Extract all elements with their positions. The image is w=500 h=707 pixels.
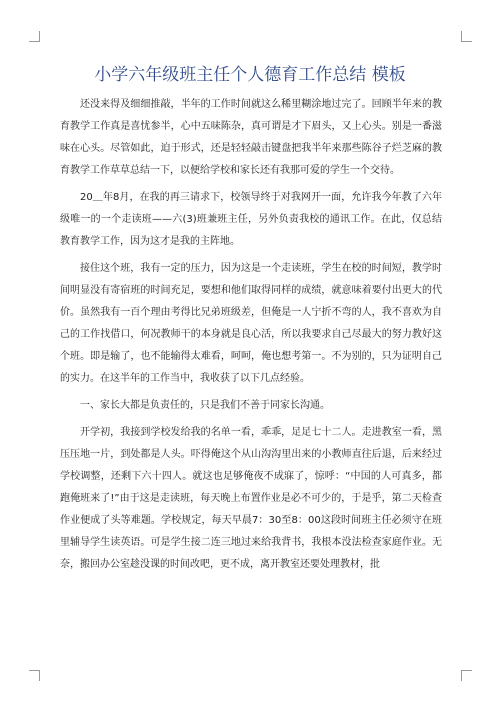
page-corner-mark-bottom-left bbox=[29, 670, 40, 681]
document-body bbox=[60, 94, 442, 576]
paragraph-start-of-term: 开学初，我接到学校发给我的名单一看，乖乖，足足七十二人。走进教室一看，黑压压地一片，到处都是人头。吓得俺这个从山沟沟里出来的小教师直往后退，后来经过学校调整，还剩下六十四人。就这也足够俺夜不成寐了，惊呼：“中国的人可真多，都跑俺班来了!”由于这是走读班，每天晚上布置作业是必不可少的，于是乎，第二天检查作业便成了头等难题。学校规定，每天早晨7：30至8：00这段时间班主任必须守在班里辅导学生读英语。可是学生接二连三地过来给我背书，我根本没法检查家庭作业。无奈，搬回办公室趁没课的时间改吧，更不成，离开教室还要处理教材，批 bbox=[60, 427, 442, 570]
section-heading-parents: 一、家长大都是负责任的，只是我们不善于同家长沟通。 bbox=[80, 400, 330, 411]
page-corner-mark-top-right bbox=[461, 31, 472, 42]
paragraph-assignment: 20＿年8月，在我的再三请求下，校领导终于对我网开一面，允许我今年教了六年级唯一的一个走读班——六(3)班兼班主任，另外负责我校的通讯工作。在此，仅总结教育教学工作，因为这才是我的主阵地。 bbox=[60, 192, 442, 247]
page-corner-mark-top-left bbox=[29, 31, 40, 42]
paragraph-pressure: 接住这个班，我有一定的压力，因为这是一个走读班，学生在校的时间短，教学时间明显没有寄宿班的时间充足，要想和他们取得同样的成绩，就意味着要付出更大的代价。虽然我有一百个理由考得比兄弟班级差，但俺是一人宁折不弯的人，我不喜欢为自己的工作找借口，何况教师干的本身就是良心活，所以我要求自己尽最大的努力教好这个班。即是输了，也不能输得太难看，呵呵，俺也想考第一。不为别的，只为证明自己的实力。在这半年的工作当中，我收获了以下几点经验。 bbox=[60, 263, 442, 384]
page-corner-mark-bottom-right bbox=[461, 670, 472, 681]
document-title: 小学六年级班主任个人德育工作总结 模板 bbox=[94, 65, 406, 85]
paragraph-intro: 还没来得及细细推敲，半年的工作时间就这么稀里糊涂地过完了。回顾半年来的教育教学工作真是喜忧参半，心中五味陈杂，真可谓是才下眉头，又上心头。别是一番滋味在心头。尽管如此，迫于形式，还是轻轻敲击键盘把我半年来那些陈谷子烂芝麻的教育教学工作草草总结一下，以便给学校和家长还有我那可爱的学生一个交待。 bbox=[60, 99, 442, 176]
